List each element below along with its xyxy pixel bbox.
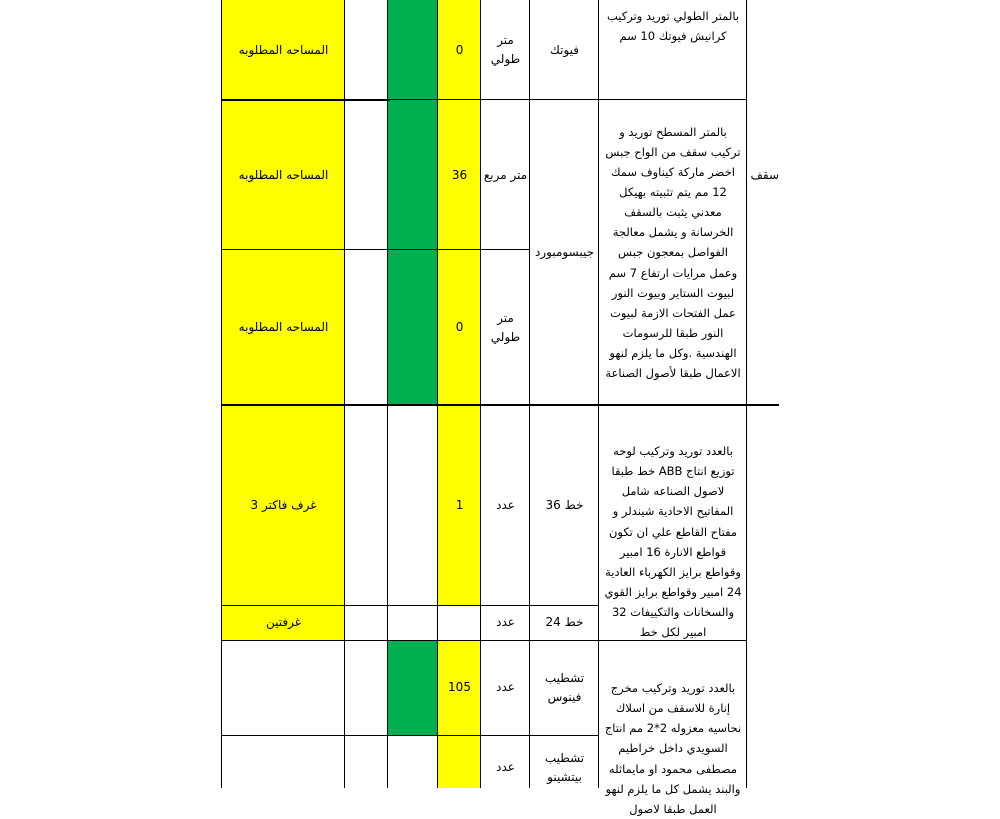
type-cell: جيبسومبورد <box>535 245 594 260</box>
type-cell: خط 24 <box>545 615 584 630</box>
grid-line <box>387 0 388 788</box>
green-marker-cell <box>388 0 438 100</box>
type-cell: خط 36 <box>545 497 584 512</box>
rooms-note: غرفتين <box>222 605 345 640</box>
item-description: بالعدد توريد وتركيب لوحه توزيع انتاج ABB خط طبقا لاصول الصناعه شامل المفاتيح الاحادية شيندلر و مفتاح القاطع علي ان تكون قواطع الانارة 16 امبير وقواطع برايز الكهرباء العادية 24 امبير وقواطع برايز القوي والسخانات والتكييفات 32 امبير لكل خط <box>604 444 742 640</box>
grid-line <box>221 0 222 788</box>
grid-line <box>480 0 481 788</box>
quantity-cell: 36 <box>438 100 481 250</box>
green-marker-cell <box>388 640 438 735</box>
green-marker-cell <box>388 100 438 405</box>
grid-line <box>437 0 438 788</box>
unit-cell: عدد <box>496 497 515 512</box>
quantity-cell <box>438 735 481 788</box>
row-separator <box>221 605 599 606</box>
row-separator <box>221 99 390 101</box>
row-separator <box>221 404 779 406</box>
type-cell: تشطيب فينوس <box>544 670 585 704</box>
grid-line <box>746 0 747 788</box>
unit-cell: متر طولي <box>490 33 521 66</box>
required-area-note: المساحه المطلوبه <box>222 250 345 405</box>
grid-line <box>529 0 530 788</box>
section-label: سقف <box>750 167 779 182</box>
type-cell: تشطيب بيتشينو <box>544 750 585 784</box>
grid-line <box>344 0 345 788</box>
unit-cell: متر مربع <box>483 167 528 182</box>
row-separator <box>221 640 747 641</box>
type-cell: فيوتك <box>550 42 580 57</box>
quantity-cell: 105 <box>438 640 481 735</box>
unit-cell: متر طولي <box>490 310 521 344</box>
quantity-cell: 1 <box>438 405 481 605</box>
unit-cell: عدد <box>496 680 515 695</box>
row-separator <box>221 249 530 250</box>
quantity-cell: 0 <box>438 0 481 100</box>
item-description: بالمتر المسطح توريد و تركيب سقف من الواح جبس اخضر ماركة كيناوف سمك 12 مم يتم تثبيته بهيكل معدني يثبت بالسقف الخرسانة و يشمل معالجة الفواصل بمعجون جبس وعمل مرايات ارتفاع 7 سم لبيوت الستاير وبيوت النور عمل الفتحات الازمة لبيوت النور طبقا للرسومات الهندسية .وكل ما يلزم لنهو الاعمال طبقا لأصول الصناعة <box>605 124 741 381</box>
item-description: بالمتر الطولي توريد وتركيب كرانيش فيوتك 10 سم <box>606 9 740 44</box>
required-area-note: المساحه المطلوبه <box>222 100 345 250</box>
row-separator <box>388 99 747 100</box>
grid-line <box>598 0 599 788</box>
required-area-note: المساحه المطلوبه <box>222 0 345 100</box>
rooms-note: غرف فاكتر 3 <box>222 405 345 605</box>
item-description: بالعدد توريد وتركيب مخرج إنارة للاسقف من اسلاك نحاسيه معزوله 2*2 مم انتاج السويدي داخل خراطيم مصطفى محمود او مايماثله والبند يشمل كل ما يلزم لنهو العمل طبقا لاصول <box>604 681 742 816</box>
quantity-cell: 0 <box>438 250 481 405</box>
unit-cell: عدد <box>496 760 515 775</box>
unit-cell: عدد <box>496 615 515 630</box>
row-separator <box>221 735 599 736</box>
